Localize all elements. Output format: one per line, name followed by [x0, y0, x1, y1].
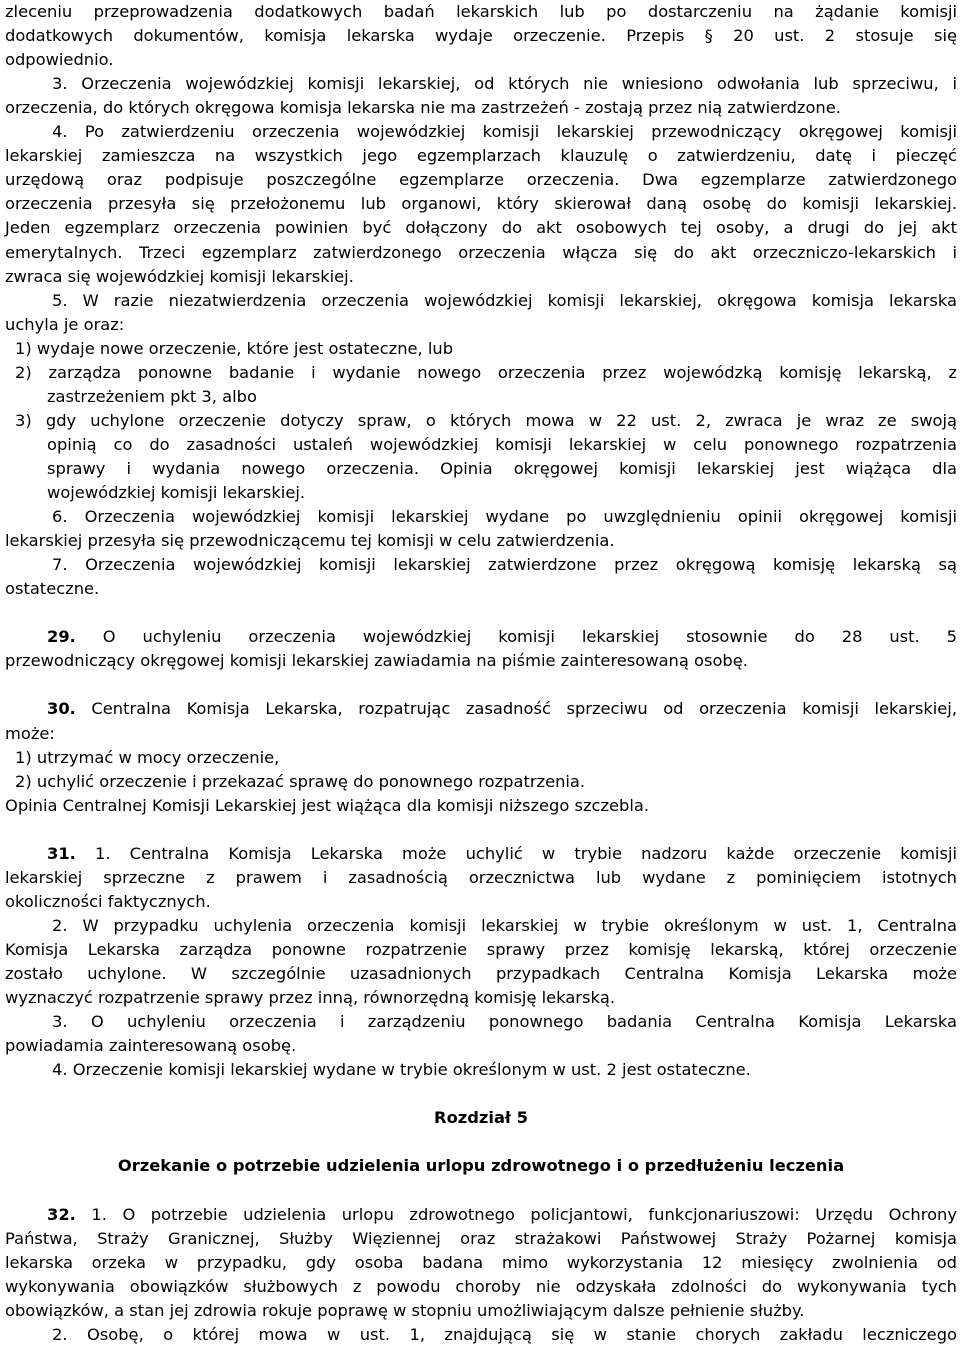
line-text: opinią co do zasadności ustaleń wojewódzkiej komisji lekarskiej w celu ponownego rozpatrzenia: [47, 434, 957, 454]
text-line: [52, 72, 957, 96]
line-text: wojewódzkiej komisji lekarskiej.: [47, 483, 306, 502]
text-line: [5, 265, 957, 289]
text-line: [5, 1251, 957, 1275]
line-text: zarządza ponowne badanie i wydanie nowego orzeczenia przez wojewódzką komisję lekarską, z: [48, 362, 957, 382]
line-text: lekarskiej zamieszcza na wszystkich jego egzemplarzach klauzulę o zatwierdzeniu, datę i pieczęć: [5, 146, 957, 166]
text-line: [52, 1010, 957, 1034]
line-text: Orzeczenia wojewódzkiej komisji lekarskiej, od których nie wniesiono odwołania lub sprzeciwu, i: [81, 74, 957, 94]
item-number: 2.: [52, 1324, 68, 1344]
text-line: [5, 144, 957, 168]
text-line: [52, 505, 957, 529]
line-text: Jeden egzemplarz orzeczenia powinien być dołączony do akt osobowych tej osoby, a drugi do jej akt: [5, 218, 957, 238]
text-line: [5, 962, 957, 986]
line-text: O uchyleniu orzeczenia wojewódzkiej komisji lekarskiej stosownie do 28 ust. 5: [102, 627, 957, 647]
text-line: [15, 409, 957, 433]
text-line: [5, 1299, 957, 1323]
item-number: 4.: [52, 122, 68, 142]
item-number: 4.: [52, 1060, 68, 1080]
text-line: [5, 96, 957, 120]
line-text: zwraca się wojewódzkiej komisji lekarskiej.: [5, 266, 354, 286]
line-text: obowiązków, a stan jej zdrowia rokuje poprawę w stopniu umożliwiającym dalsze pełnienie służby.: [5, 1300, 805, 1320]
item-number: 3.: [52, 1012, 68, 1032]
line-text: zleceniu przeprowadzenia dodatkowych badań lekarskich lub po dostarczeniu na żądanie komisji: [5, 2, 957, 21]
line-text: uchylić orzeczenie i przekazać sprawę do ponownego rozpatrzenia.: [36, 771, 586, 791]
line-text: może:: [5, 723, 55, 743]
text-line: [47, 625, 957, 649]
line-text: orzeczenia przesyła się przełożonemu lub organowi, który skierował daną osobę do komisji lekarskiej.: [5, 194, 957, 214]
text-line: [5, 1034, 957, 1058]
item-number: 2): [15, 362, 32, 382]
text-line: [5, 0, 957, 24]
text-line: [5, 938, 957, 962]
line-text: W przypadku uchylenia orzeczenia komisji lekarskiej w trybie określonym w ust. 1, Centralna: [82, 915, 957, 935]
item-number: 2.: [52, 915, 68, 935]
text-line: [52, 553, 957, 577]
line-text: W razie niezatwierdzenia orzeczenia wojewódzkiej komisji lekarskiej, okręgowa komisja lekarska: [82, 290, 957, 310]
line-text: wydaje nowe orzeczenie, które jest ostateczne, lub: [36, 338, 454, 358]
text-line: [5, 577, 957, 601]
text-line: [5, 241, 957, 265]
text-line: [5, 986, 957, 1010]
text-line: [15, 746, 957, 770]
item-number: 3): [15, 410, 32, 430]
line-text: zostało uchylone. W szczególnie uzasadnionych przypadkach Centralna Komisja Lekarska może: [5, 964, 957, 983]
line-text: Państwa, Straży Granicznej, Służby Więziennej oraz strażakowi Państwowej Straży Pożarnej komisja: [5, 1228, 957, 1248]
line-text: dodatkowych dokumentów, komisja lekarska wydaje orzeczenie. Przepis § 20 ust. 2 stosuje się: [5, 26, 957, 46]
text-line: [52, 1323, 957, 1347]
item-number: 3.: [52, 74, 68, 94]
line-text: wykonywania obowiązków służbowych z powodu choroby nie odzyskała zdolności do wykonywania tych: [5, 1276, 957, 1296]
line-text: O uchyleniu orzeczenia i zarządzeniu ponownego badania Centralna Komisja Lekarska: [90, 1012, 957, 1032]
text-line: [5, 890, 957, 914]
line-text: Opinia Centralnej Komisji Lekarskiej jest wiążąca dla komisji niższego szczebla.: [5, 795, 650, 815]
line-text: O potrzebie udzielenia urlopu zdrowotnego policjantowi, funkcjonariuszowi: Urzędu Ochrony: [122, 1204, 957, 1224]
section-number: 29.: [47, 627, 76, 647]
item-number: 5.: [52, 290, 68, 310]
text-line: [5, 649, 957, 673]
item-number: 7.: [52, 555, 68, 575]
line-text: Po zatwierdzeniu orzeczenia wojewódzkiej komisji lekarskiej przewodniczący okręgowej komisji: [84, 122, 957, 142]
line-text: Komisja Lekarska zarządza ponowne rozpatrzenie sprawy przez komisję lekarską, której orzeczenie: [5, 939, 957, 959]
text-line: [47, 433, 957, 457]
item-number: 1): [15, 747, 32, 767]
line-text: lekarskiej przesyła się przewodniczącemu tej komisji w celu zatwierdzenia.: [5, 531, 615, 551]
text-line: [47, 842, 957, 866]
item-number: 1): [15, 338, 32, 358]
text-line: [5, 24, 957, 48]
text-line: [5, 168, 957, 192]
item-number: 6.: [52, 507, 68, 527]
text-line: [5, 1227, 957, 1251]
line-text: emerytalnych. Trzeci egzemplarz zatwierdzonego orzeczenia włącza się do akt orzeczniczo-lekarskich i: [5, 242, 957, 262]
line-text: odpowiednio.: [5, 50, 114, 70]
line-text: lekarska orzeka w przypadku, gdy osoba badana mimo wykorzystania 12 miesięcy zwolnienia od: [5, 1252, 957, 1272]
text-line: [15, 770, 957, 794]
text-line: [47, 385, 957, 409]
item-number: 1.: [91, 1204, 107, 1224]
text-line: [15, 361, 957, 385]
text-line: [47, 457, 957, 481]
text-line: [5, 722, 957, 746]
line-text: Centralna Komisja Lekarska może uchylić w trybie nadzoru każde orzeczenie komisji: [129, 843, 957, 863]
line-text: Orzeczenie komisji lekarskiej wydane w trybie określonym w ust. 2 jest ostateczne.: [72, 1060, 751, 1080]
text-line: [15, 337, 957, 361]
section-number: 32.: [47, 1204, 76, 1224]
item-number: 2): [15, 771, 32, 791]
chapter-heading: Rozdział 5: [434, 1108, 528, 1128]
line-text: Orzeczenia wojewódzkiej komisji lekarskiej zatwierdzone przez okręgową komisję lekarską są: [85, 555, 957, 575]
line-text: Orzeczenia wojewódzkiej komisji lekarskiej wydane po uwzględnieniu opinii okręgowej komisji: [84, 507, 957, 527]
text-line: [5, 192, 957, 216]
line-text: okoliczności faktycznych.: [5, 891, 211, 911]
text-line: [5, 529, 957, 553]
line-text: lekarskiej sprzeczne z prawem i zasadnością orzecznictwa lub wydane z pominięciem istotnych: [5, 867, 957, 887]
line-text: utrzymać w mocy orzeczenie,: [36, 747, 280, 767]
text-line: [52, 289, 957, 313]
chapter-heading: Orzekanie o potrzebie udzielenia urlopu zdrowotnego i o przedłużeniu leczenia: [117, 1156, 845, 1176]
item-number: 1.: [94, 843, 111, 863]
text-line: [5, 216, 957, 240]
text-line: [47, 481, 957, 505]
line-text: powiadamia zainteresowaną osobę.: [5, 1036, 297, 1056]
line-text: wyznaczyć rozpatrzenie sprawy przez inną, równorzędną komisję lekarską.: [5, 988, 616, 1008]
text-line: [5, 1275, 957, 1299]
line-text: orzeczenia, do których okręgowa komisja lekarska nie ma zastrzeżeń - zostają przez nią zatwierdzone.: [5, 98, 841, 118]
section-number: 30.: [47, 699, 76, 719]
line-text: zastrzeżeniem pkt 3, albo: [47, 386, 257, 406]
text-line: [52, 1058, 957, 1082]
text-line: [5, 866, 957, 890]
text-line: [52, 120, 957, 144]
text-line: [5, 48, 957, 72]
text-line: [5, 313, 957, 337]
text-line: [52, 914, 957, 938]
text-line: [47, 697, 957, 721]
line-text: przewodniczący okręgowej komisji lekarskiej zawiadamia na piśmie zainteresowaną osobę.: [5, 651, 748, 671]
line-text: gdy uchylone orzeczenie dotyczy spraw, o których mowa w 22 ust. 2, zwraca je wraz ze swoją: [45, 410, 958, 430]
text-line: [5, 794, 957, 818]
line-text: Centralna Komisja Lekarska, rozpatrując zasadność sprzeciwu od orzeczenia komisji lekarskiej,: [91, 699, 957, 719]
line-text: Osobę, o której mowa w ust. 1, znajdującą się w stanie chorych zakładu leczniczego: [86, 1324, 957, 1344]
line-text: uchyla je oraz:: [5, 314, 125, 334]
line-text: urzędową oraz podpisuje poszczególne egzemplarze orzeczenia. Dwa egzemplarze zatwierdzonego: [5, 170, 957, 190]
section-number: 31.: [47, 843, 76, 863]
line-text: ostateczne.: [5, 579, 100, 599]
line-text: sprawy i wydania nowego orzeczenia. Opinia okręgowej komisji lekarskiej jest wiążąca dla: [47, 458, 957, 478]
text-line: [47, 1203, 957, 1227]
